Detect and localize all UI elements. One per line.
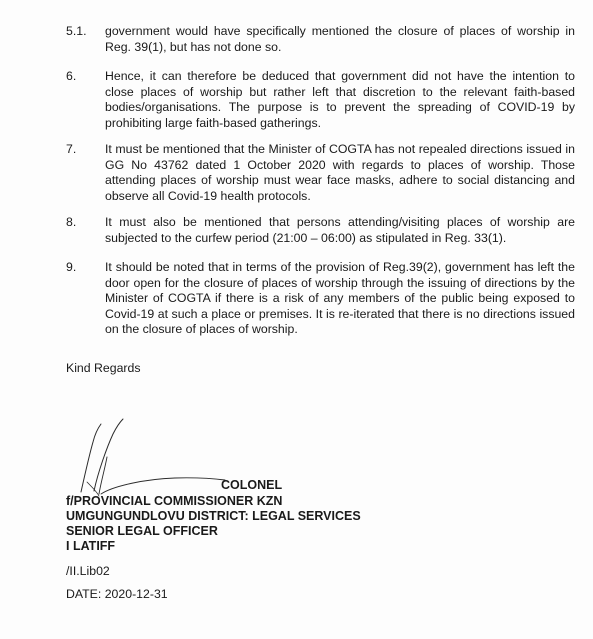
paragraph-number: 7. xyxy=(66,142,77,156)
closing-text: Kind Regards xyxy=(66,361,141,375)
signatory-department: UMGUNGUNDLOVU DISTRICT: LEGAL SERVICES xyxy=(66,509,361,523)
signatory-title: f/PROVINCIAL COMMISSIONER KZN xyxy=(66,494,283,508)
document-date: DATE: 2020-12-31 xyxy=(66,587,168,601)
signatory-name: I LATIFF xyxy=(66,539,116,553)
handwritten-signature xyxy=(55,412,235,504)
signatory-rank: COLONEL xyxy=(221,478,283,492)
paragraph-text: government would have specifically mentioned the closure of places of worship in Reg. 39(1), but has not done so. xyxy=(105,24,575,54)
paragraph-number: 9. xyxy=(66,260,77,274)
paragraph-text: It must be mentioned that the Minister of COGTA has not repealed directions issued in GG No 43762 dated 1 October 2020 with regards to places of worship. Those attending places of worship must wear face masks, adhere to social distancing and observe all Covid-19 health protocols. xyxy=(105,142,575,203)
paragraph-text: Hence, it can therefore be deduced that government did not have the intention to close places of worship but rather left that discretion to the relevant faith-based bodies/organisations. The purpose is to prevent the spreading of COVID-19 by prohibiting large faith-based gatherings. xyxy=(105,69,575,130)
paragraph-number: 5.1. xyxy=(66,24,87,38)
paragraph-text: It must also be mentioned that persons attending/visiting places of worship are subjected to the curfew period (21:00 – 06:00) as stipulated in Reg. 33(1). xyxy=(105,215,575,245)
signatory-position: SENIOR LEGAL OFFICER xyxy=(66,524,218,538)
reference-code: /II.Lib02 xyxy=(66,564,110,578)
paragraph-number: 6. xyxy=(66,69,77,83)
paragraph-number: 8. xyxy=(66,215,77,229)
paragraph-text: It should be noted that in terms of the provision of Reg.39(2), government has left the door open for the closure of places of worship through the issuing of directions by the Minister of COGTA if there is a risk of any members of the public being exposed to Covid-19 at such a place or premises. It is re-iterated that there is no directions issued on the closure of places of worship. xyxy=(105,260,575,336)
